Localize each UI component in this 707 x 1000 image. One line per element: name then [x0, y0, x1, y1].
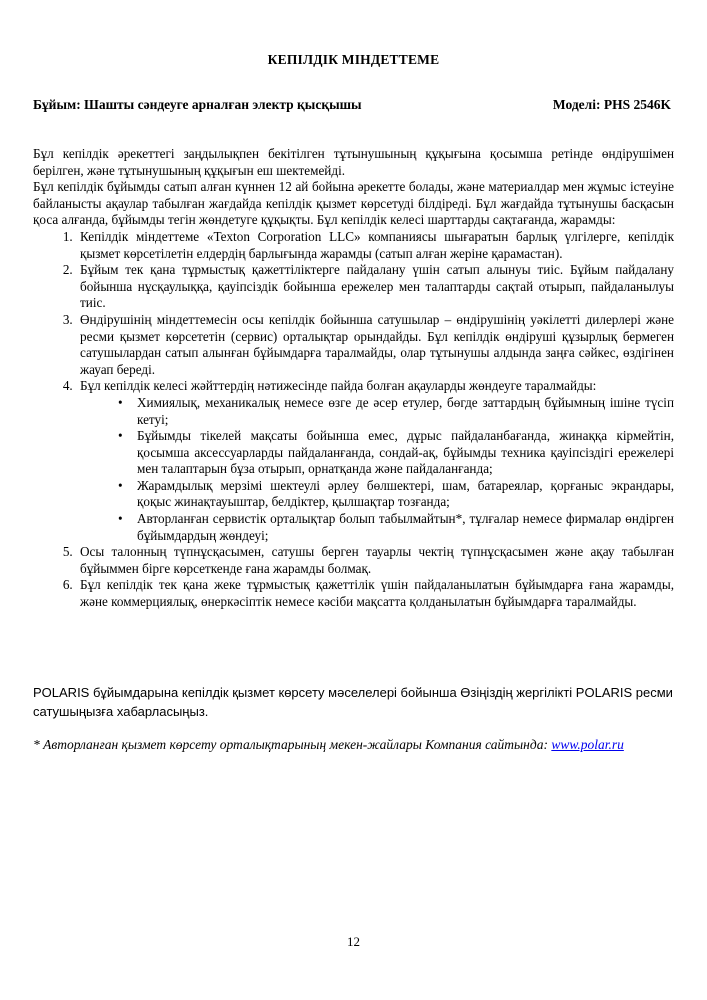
conditions-list	[33, 229, 674, 611]
warranty-body	[33, 146, 674, 611]
condition-item	[76, 378, 674, 544]
exclusion-text: Авторланған сервистік орталықтар болып табылмайтын*, тұлғалар немесе фирмалар өндірген бұйымдардың жөндеуі;	[137, 511, 674, 543]
bullet-icon: •	[118, 394, 123, 410]
footnote-text: * Авторланған қызмет көрсету орталықтарының мекен-жайлары Компания сайтында:	[33, 737, 552, 752]
condition-text: Бұйым тек қана тұрмыстық қажеттіліктерге пайдалану үшін сатып алынуы тиіс. Бұйым пайдалану бойынша нұсқаулыққа, қауіпсіздік бойынша ережелер мен талаптарды сақтай отырып, пайдаланылуы тиіс.	[80, 262, 674, 311]
website-link[interactable]: www.polar.ru	[551, 737, 624, 752]
condition-item	[76, 544, 674, 577]
condition-item	[76, 229, 674, 262]
bullet-icon: •	[118, 477, 123, 493]
exclusion-item	[118, 428, 674, 478]
page-title: КЕПІЛДІК МІНДЕТТЕМЕ	[267, 52, 440, 67]
condition-text: Осы талонның түпнұсқасымен, сатушы берген тауарлы чектің түпнұсқасымен және ақау табылған бұйыммен бірге көрсеткенде ғана жарамды болмақ.	[80, 544, 674, 576]
footnote	[33, 737, 674, 753]
contact-paragraph: POLARIS бұйымдарына кепілдік қызмет көрсету мәселелері бойынша Өзіңіздің жергілікті POLARIS ресми сатушыңызға хабарласыңыз.	[33, 685, 673, 719]
condition-item	[76, 262, 674, 312]
intro-paragraph-1: Бұл кепілдік әрекеттегі заңдылықпен бекітілген тұтынушының құқығына қосымша ретінде өндірушімен берілген, және тұтынушының құқығын еш шектемейді.	[33, 146, 674, 178]
condition-text: Бұл кепілдік тек қана жеке тұрмыстық қажеттілік үшін пайдаланылатын бұйымдарға ғана жарамды, және коммерциялық, өнеркәсіптік немесе кәсіби мақсатта қолданылатын бұйымдарға таралмайды.	[80, 577, 674, 610]
intro-paragraph-2: Бұл кепілдік бұйымды сатып алған күннен 12 ай бойына әрекетте болады, және материалдар мен жұмыс істеуіне байланысты ақаулар табылған жағдайда кепілдік қызмет көрсетуді білдіреді. Бұл жағдайда тұтынушы басқасын қоса алғанда, бұйымды тегін жөндетуге құқықты. Бұл кепілдік келесі шарттарды сақтағанда, жарамды:	[33, 179, 674, 228]
product-model: Моделі: PHS 2546K	[552, 97, 671, 112]
exclusion-item	[118, 394, 674, 428]
exclusion-text: Жарамдылық мерзімі шектеулі әрлеу бөлшектері, шам, батареялар, қорғаныс экрандары, қоқыс жинақтауыштар, белдіктер, қылшақтар тозғанда;	[137, 477, 674, 510]
bullet-icon: •	[118, 428, 123, 444]
bullet-icon: •	[118, 511, 123, 527]
condition-text: Бұл кепілдік келесі жәйттердің нәтижесінде пайда болған ақауларды жөндеуге таралмайды:	[80, 378, 597, 394]
exclusion-text: Химиялық, механикалық немесе өзге де әсер етулер, бөгде заттардың бұйымның ішіне түсіп кетуі;	[137, 394, 674, 427]
exclusion-text: Бұйымды тікелей мақсаты бойынша емес, дұрыс пайдаланбағанда, жинаққа кірмейтін, қосымша аксессуарларды пайдаланғанда, сондай-ақ, бұйымды техника қауіпсіздігі ережелері мен талаптарын бұза отырып, орнатқанда және пайдаланғанда;	[137, 428, 674, 477]
page-number: 12	[347, 934, 360, 949]
condition-item	[76, 312, 674, 378]
condition-item	[76, 577, 674, 610]
exclusion-item	[118, 477, 674, 511]
exclusions-list	[80, 395, 674, 544]
condition-text: Кепілдік міндеттеме «Texton Corporation LLC» компаниясы шығаратын барлық үлгілерге, кепілдік қызмет көрсетілетін елдердің барлығында жарамды (сатып алған жеріне қарамастан).	[80, 228, 674, 261]
exclusion-item	[118, 511, 674, 544]
condition-text: Өндірушінің міндеттемесін осы кепілдік бойынша сатушылар – өндірушінің уәкілетті дилерлері және ресми қызмет көрсететін (сервис) орталықтар орындайды. Бұл кепілдік өндіруші құзырлық бермеген сатушылардан сатып алынған бұйымдарға таралмайды, олар тұтынушы алдында заңға сәйкес, өздігінен жауап береді.	[80, 311, 674, 377]
product-subject: Бұйым: Шашты сәндеуге арналған электр қысқышы	[33, 97, 362, 112]
